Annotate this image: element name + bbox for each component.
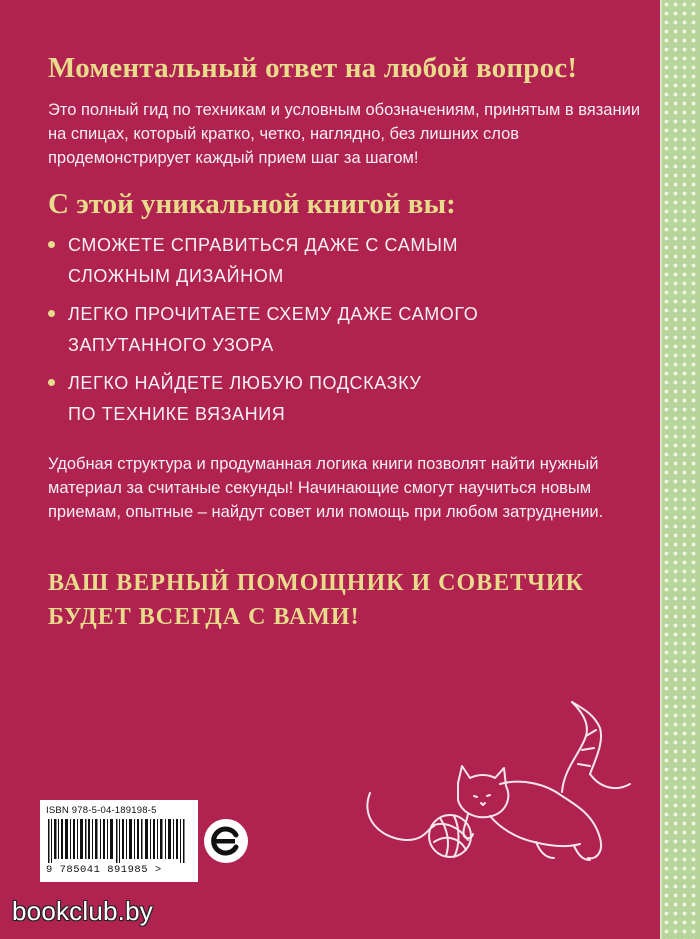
- closing-line: ВАШ ВЕРНЫЙ ПОМОЩНИК И СОВЕТЧИК: [48, 570, 584, 596]
- closing-slogan: [48, 566, 584, 634]
- cover-headline: Моментальный ответ на любой вопрос!: [48, 52, 578, 84]
- eksmo-logo-icon: [203, 818, 249, 864]
- site-watermark: bookclub.by: [12, 896, 153, 926]
- benefit-text-line: ЛЕГКО НАЙДЕТЕ ЛЮБУЮ ПОДСКАЗКУ: [68, 373, 422, 393]
- description-paragraph: Удобная структура и продуманная логика книги позволят найти нужный материал за считаные секунды! Начинающие смогут научиться новым приемам, опытные – найдут совет или помощь при любом затруднении.: [48, 455, 604, 521]
- benefit-item: [48, 299, 608, 368]
- benefit-text-line: СЛОЖНЫМ ДИЗАЙНОМ: [68, 266, 284, 286]
- benefits-list: [48, 230, 608, 437]
- benefit-item: [48, 368, 608, 437]
- benefits-heading: С этой уникальной книгой вы:: [48, 188, 456, 220]
- bullet-dot-icon: [48, 379, 55, 386]
- benefit-text-line: СМОЖЕТЕ СПРАВИТЬСЯ ДАЖЕ С САМЫМ: [68, 235, 459, 255]
- barcode-digits: 9 785041 891985 >: [46, 864, 162, 876]
- benefit-text-line: ЗАПУТАННОГО УЗОРА: [68, 335, 274, 355]
- isbn-barcode: [40, 800, 198, 882]
- barcode-bars-icon: [46, 819, 192, 863]
- intro-paragraph: Это полный гид по техникам и условным обозначениям, принятым в вязании на спицах, который кратко, четко, наглядно, без лишних слов продемонстрирует каждый прием шаг за шагом!: [48, 101, 641, 167]
- bullet-dot-icon: [48, 241, 55, 248]
- kitten-with-yarn-ball-icon: [350, 688, 650, 878]
- bullet-dot-icon: [48, 310, 55, 317]
- benefit-item: [48, 230, 608, 299]
- isbn-number: ISBN 978-5-04-189198-5: [46, 805, 157, 816]
- benefit-text-line: ПО ТЕХНИКЕ ВЯЗАНИЯ: [68, 404, 286, 424]
- benefit-text-line: ЛЕГКО ПРОЧИТАЕТЕ СХЕМУ ДАЖЕ САМОГО: [68, 304, 479, 324]
- polka-dot-spine-stripe: [660, 0, 700, 939]
- closing-line: БУДЕТ ВСЕГДА С ВАМИ!: [48, 604, 360, 630]
